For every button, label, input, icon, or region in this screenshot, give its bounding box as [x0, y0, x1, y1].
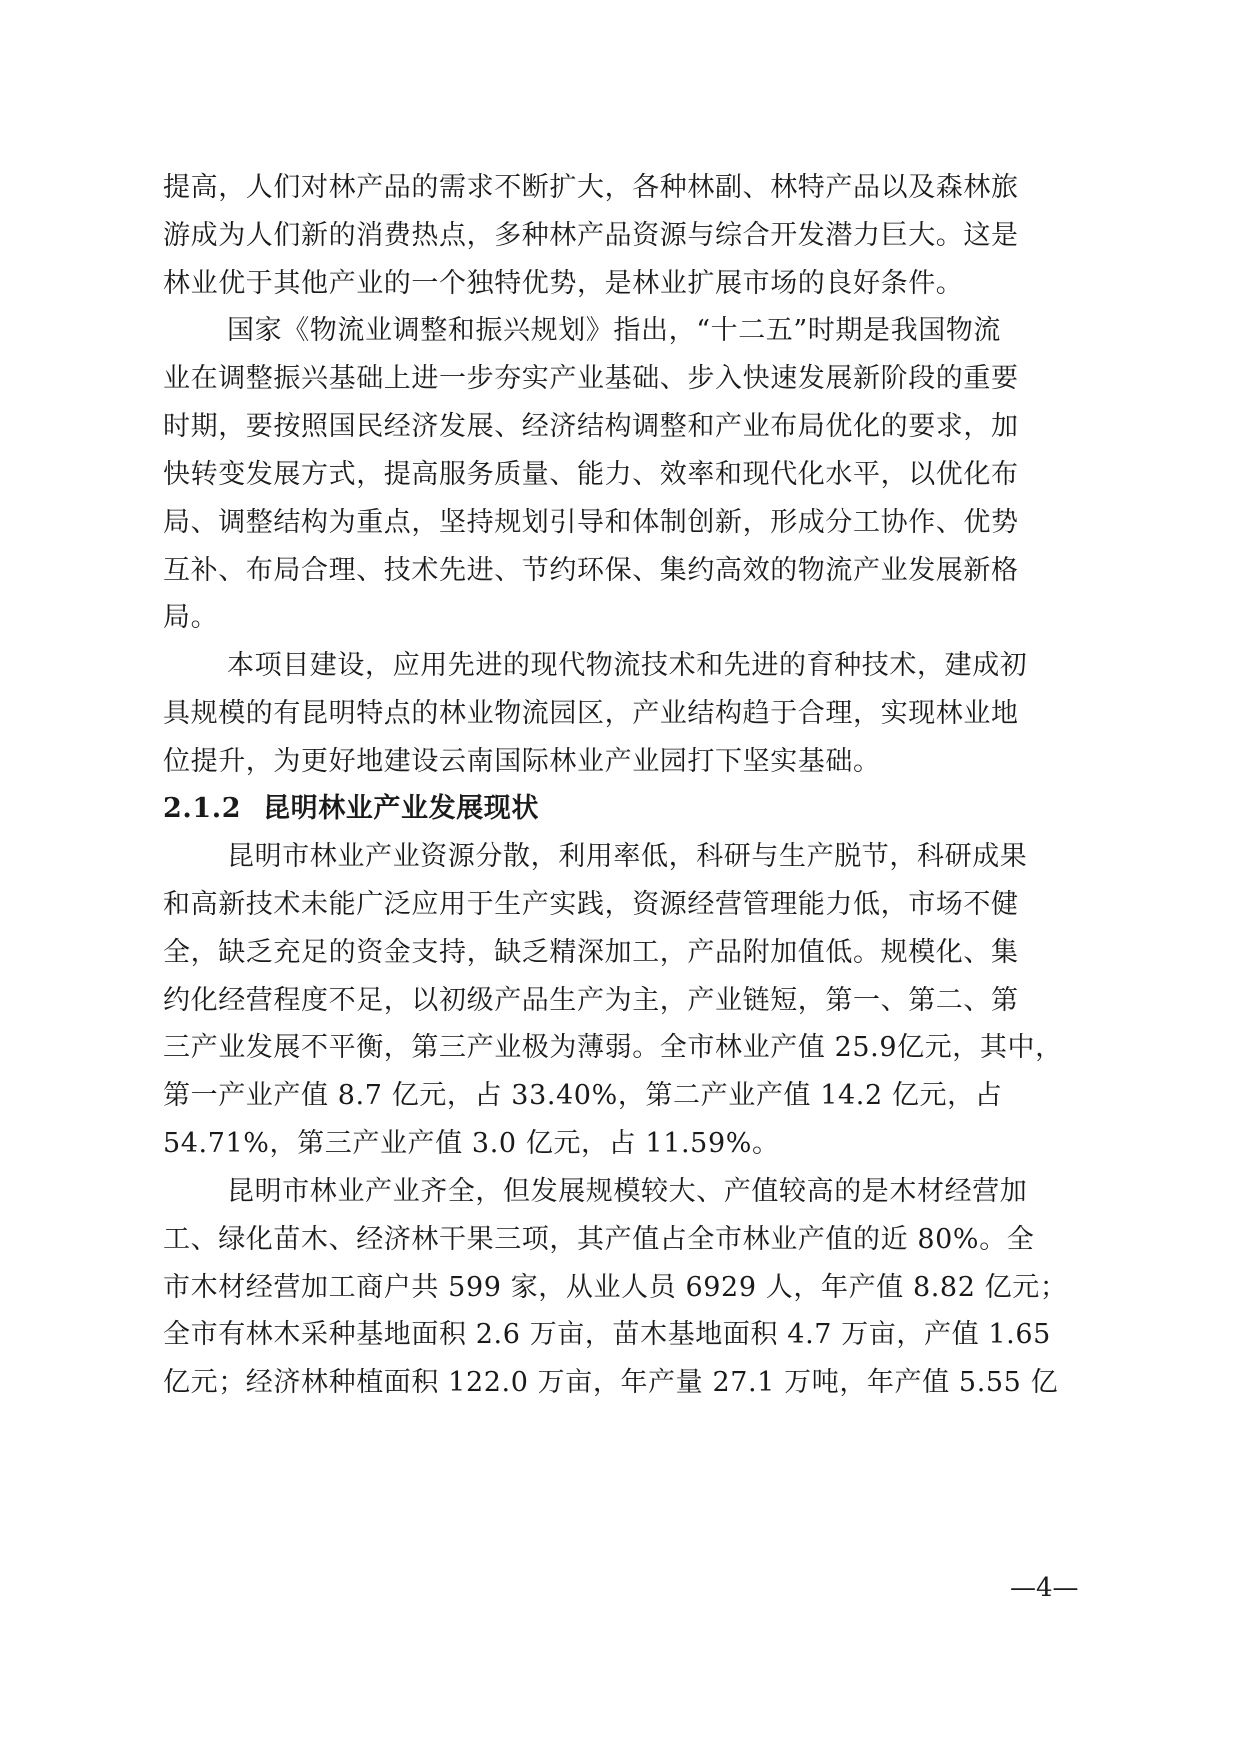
body-line: 位提升，为更好地建设云南国际林业产业园打下坚实基础。	[163, 746, 881, 777]
body-line: 全市有林木采种基地面积 2.6 万亩，苗木基地面积 4.7 万亩，产值 1.65	[163, 1319, 1051, 1350]
body-line: 局、调整结构为重点，坚持规划引导和体制创新，形成分工协作、优势	[163, 507, 1019, 538]
body-line: 时期，要按照国民经济发展、经济结构调整和产业布局优化的要求，加	[163, 411, 1019, 442]
body-line: 54.71%，第三产业产值 3.0 亿元，占 11.59%。	[163, 1128, 780, 1159]
body-line: 互补、布局合理、技术先进、节约环保、集约高效的物流产业发展新格	[163, 555, 1019, 586]
body-line: 昆明市林业产业齐全，但发展规模较大、产值较高的是木材经营加	[227, 1176, 1028, 1207]
section-title: 昆明林业产业发展现状	[263, 793, 539, 824]
body-line: 局。	[163, 602, 219, 633]
body-line: 全，缺乏充足的资金支持，缺乏精深加工，产品附加值低。规模化、集	[163, 937, 1019, 968]
body-line: 游成为人们新的消费热点，多种林产品资源与综合开发潜力巨大。这是	[163, 220, 1019, 251]
body-line: 约化经营程度不足，以初级产品生产为主，产业链短，第一、第二、第	[163, 985, 1019, 1016]
body-line: 提高，人们对林产品的需求不断扩大，各种林副、林特产品以及森林旅	[163, 172, 1019, 203]
body-line: 昆明市林业产业资源分散，利用率低，科研与生产脱节，科研成果	[227, 841, 1028, 872]
body-line: 第一产业产值 8.7 亿元，占 33.40%，第二产业产值 14.2 亿元，占	[163, 1080, 1003, 1111]
section-heading	[163, 794, 1078, 824]
body-line: 亿元；经济林种植面积 122.0 万亩，年产量 27.1 万吨，年产值 5.55 亿	[163, 1367, 1059, 1398]
page-number: —4—	[1010, 1573, 1079, 1603]
body-line: 本项目建设，应用先进的现代物流技术和先进的育种技术，建成初	[227, 650, 1028, 681]
body-line: 林业优于其他产业的一个独特优势，是林业扩展市场的良好条件。	[163, 268, 964, 299]
body-line: 工、绿化苗木、经济林干果三项，其产值占全市林业产值的近 80%。全	[163, 1224, 1035, 1255]
body-line: 业在调整振兴基础上进一步夯实产业基础、步入快速发展新阶段的重要	[163, 363, 1019, 394]
section-number: 2.1.2	[163, 793, 242, 824]
body-line: 市木材经营加工商户共 599 家，从业人员 6929 人，年产值 8.82 亿元；	[163, 1272, 1068, 1303]
body-line: 快转变发展方式，提高服务质量、能力、效率和现代化水平，以优化布	[163, 459, 1019, 490]
body-line: 三产业发展不平衡，第三产业极为薄弱。全市林业产值 25.9亿元，其中，	[163, 1032, 1063, 1063]
body-line: 国家《物流业调整和振兴规划》指出，“十二五”时期是我国物流	[227, 315, 1002, 346]
body-line: 具规模的有昆明特点的林业物流园区，产业结构趋于合理，实现林业地	[163, 698, 1019, 729]
body-line: 和高新技术未能广泛应用于生产实践，资源经营管理能力低，市场不健	[163, 889, 1019, 920]
